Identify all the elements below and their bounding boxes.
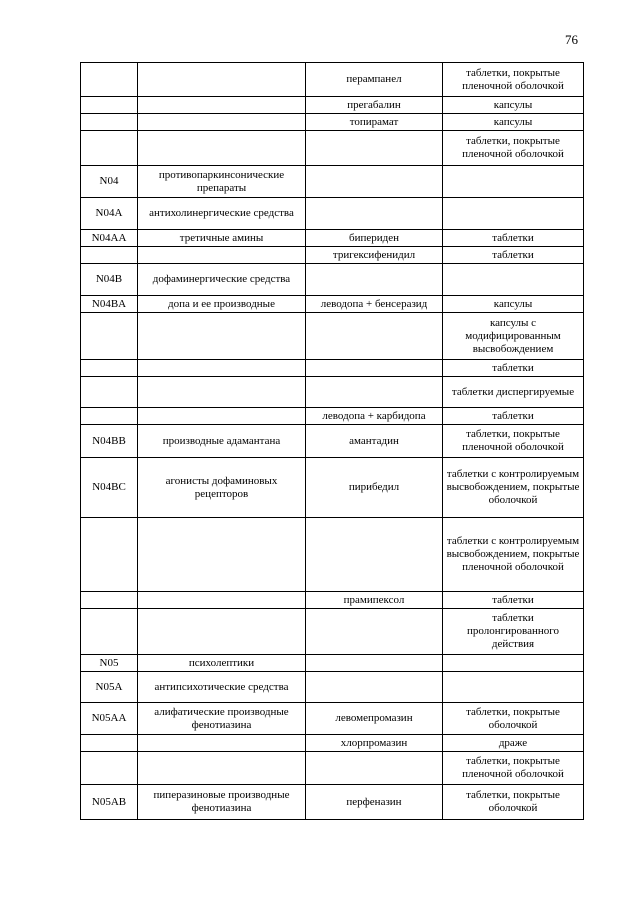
table-row — [81, 114, 584, 131]
atc-code-cell: N05A — [81, 672, 138, 703]
drug-table — [80, 62, 584, 820]
form-cell: таблетки, покрытые пленочной оболочкой — [443, 63, 584, 97]
group-cell — [138, 752, 306, 785]
form-cell: таблетки, покрытые пленочной оболочкой — [443, 752, 584, 785]
drug-cell: левомепромазин — [306, 703, 443, 735]
table-row — [81, 408, 584, 425]
table-row — [81, 592, 584, 609]
atc-code-cell — [81, 752, 138, 785]
drug-cell: прегабалин — [306, 97, 443, 114]
drug-cell: перфеназин — [306, 785, 443, 820]
form-cell: капсулы с модифицированным высвобождением — [443, 313, 584, 360]
group-cell — [138, 313, 306, 360]
drug-cell: хлорпромазин — [306, 735, 443, 752]
atc-code-cell: N05AA — [81, 703, 138, 735]
atc-code-cell: N04BB — [81, 425, 138, 458]
form-cell: таблетки, покрытые оболочкой — [443, 703, 584, 735]
drug-cell — [306, 166, 443, 198]
atc-code-cell — [81, 592, 138, 609]
form-cell: капсулы — [443, 296, 584, 313]
atc-code-cell: N04A — [81, 198, 138, 230]
group-cell — [138, 63, 306, 97]
drug-cell: прамипексол — [306, 592, 443, 609]
group-cell — [138, 592, 306, 609]
table-row — [81, 313, 584, 360]
group-cell: производные адамантана — [138, 425, 306, 458]
table-row — [81, 672, 584, 703]
form-cell: капсулы — [443, 114, 584, 131]
table-row — [81, 247, 584, 264]
drug-cell — [306, 609, 443, 655]
atc-code-cell — [81, 377, 138, 408]
drug-cell: леводопа + карбидопа — [306, 408, 443, 425]
drug-cell: леводопа + бенсеразид — [306, 296, 443, 313]
atc-code-cell — [81, 735, 138, 752]
group-cell — [138, 377, 306, 408]
table-row — [81, 425, 584, 458]
drug-cell — [306, 655, 443, 672]
form-cell: таблетки, покрытые оболочкой — [443, 785, 584, 820]
form-cell: таблетки — [443, 408, 584, 425]
table-row — [81, 296, 584, 313]
form-cell: таблетки диспергируемые — [443, 377, 584, 408]
form-cell — [443, 198, 584, 230]
atc-code-cell — [81, 360, 138, 377]
table-row — [81, 609, 584, 655]
table-row — [81, 735, 584, 752]
atc-code-cell — [81, 313, 138, 360]
table-row — [81, 518, 584, 592]
table-row — [81, 785, 584, 820]
group-cell: психолептики — [138, 655, 306, 672]
drug-cell — [306, 313, 443, 360]
table-row — [81, 198, 584, 230]
group-cell — [138, 735, 306, 752]
group-cell — [138, 97, 306, 114]
group-cell: алифатические производные фенотиазина — [138, 703, 306, 735]
atc-code-cell: N05AB — [81, 785, 138, 820]
form-cell: таблетки — [443, 592, 584, 609]
drug-cell: топирамат — [306, 114, 443, 131]
table-row — [81, 264, 584, 296]
group-cell — [138, 360, 306, 377]
table-row — [81, 377, 584, 408]
drug-cell — [306, 198, 443, 230]
form-cell: таблетки — [443, 230, 584, 247]
atc-code-cell — [81, 114, 138, 131]
atc-code-cell — [81, 518, 138, 592]
group-cell: третичные амины — [138, 230, 306, 247]
drug-cell — [306, 131, 443, 166]
table-row — [81, 655, 584, 672]
drug-cell: бипериден — [306, 230, 443, 247]
page-number: 76 — [565, 32, 578, 47]
atc-code-cell — [81, 408, 138, 425]
form-cell: таблетки пролонгированного действия — [443, 609, 584, 655]
form-cell: таблетки, покрытые пленочной оболочкой — [443, 425, 584, 458]
group-cell: антипсихотические средства — [138, 672, 306, 703]
drug-cell — [306, 752, 443, 785]
form-cell: таблетки, покрытые пленочной оболочкой — [443, 131, 584, 166]
drug-cell: перампанел — [306, 63, 443, 97]
table-row — [81, 63, 584, 97]
atc-code-cell — [81, 247, 138, 264]
drug-cell: амантадин — [306, 425, 443, 458]
form-cell: таблетки — [443, 360, 584, 377]
form-cell: таблетки — [443, 247, 584, 264]
atc-code-cell: N04BA — [81, 296, 138, 313]
group-cell — [138, 408, 306, 425]
atc-code-cell — [81, 97, 138, 114]
group-cell — [138, 609, 306, 655]
drug-cell — [306, 264, 443, 296]
table-row — [81, 166, 584, 198]
atc-code-cell — [81, 63, 138, 97]
drug-cell — [306, 360, 443, 377]
drug-cell: тригексифенидил — [306, 247, 443, 264]
atc-code-cell: N04B — [81, 264, 138, 296]
form-cell: капсулы — [443, 97, 584, 114]
group-cell — [138, 131, 306, 166]
form-cell — [443, 672, 584, 703]
group-cell: агонисты дофаминовых рецепторов — [138, 458, 306, 518]
atc-code-cell: N04 — [81, 166, 138, 198]
drug-cell — [306, 377, 443, 408]
form-cell — [443, 166, 584, 198]
group-cell — [138, 518, 306, 592]
table-row — [81, 131, 584, 166]
group-cell — [138, 247, 306, 264]
atc-code-cell: N04AA — [81, 230, 138, 247]
atc-code-cell — [81, 131, 138, 166]
group-cell: противопаркинсонические препараты — [138, 166, 306, 198]
group-cell: дофаминергические средства — [138, 264, 306, 296]
form-cell — [443, 655, 584, 672]
atc-code-cell — [81, 609, 138, 655]
table-row — [81, 752, 584, 785]
atc-code-cell: N05 — [81, 655, 138, 672]
table-row — [81, 360, 584, 377]
drug-cell — [306, 518, 443, 592]
table-row — [81, 458, 584, 518]
form-cell: таблетки с контролируемым высвобождением, покрытые пленочной оболочкой — [443, 518, 584, 592]
table-row — [81, 703, 584, 735]
drug-cell: пирибедил — [306, 458, 443, 518]
form-cell — [443, 264, 584, 296]
table-row — [81, 97, 584, 114]
group-cell: допа и ее производные — [138, 296, 306, 313]
form-cell: драже — [443, 735, 584, 752]
drug-cell — [306, 672, 443, 703]
atc-code-cell: N04BC — [81, 458, 138, 518]
group-cell: антихолинергические средства — [138, 198, 306, 230]
group-cell — [138, 114, 306, 131]
form-cell: таблетки с контролируемым высвобождением, покрытые оболочкой — [443, 458, 584, 518]
group-cell: пиперазиновые производные фенотиазина — [138, 785, 306, 820]
table-row — [81, 230, 584, 247]
